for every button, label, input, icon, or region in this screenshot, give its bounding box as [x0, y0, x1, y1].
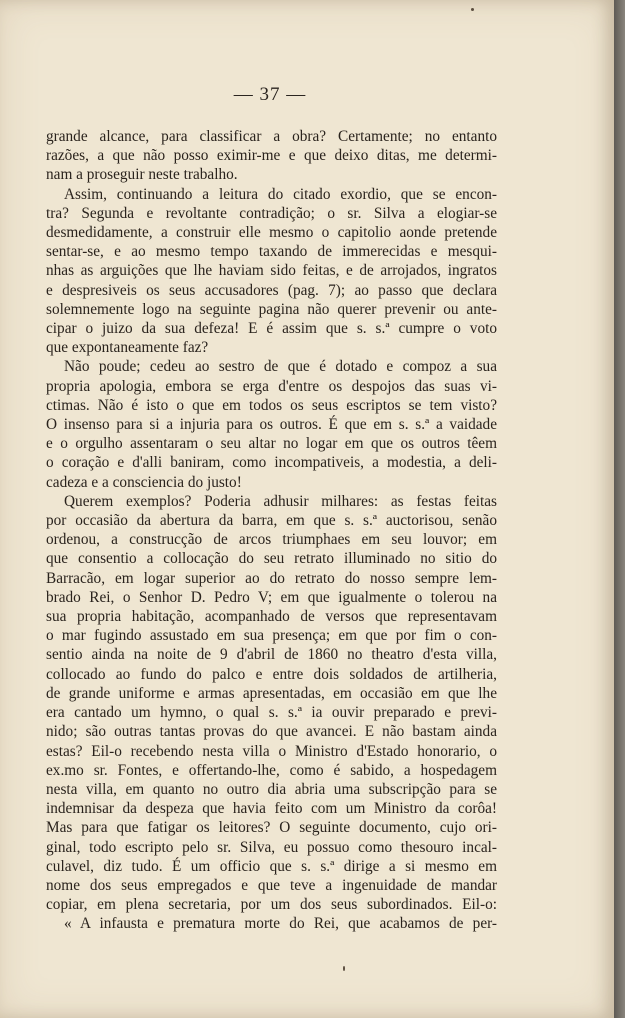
text-line: Barracão, em logar superior ao do retrato do nosso sempre lem-	[46, 569, 497, 587]
text-line: sentio ainda na noite de 9 d'abril de 1860 no theatro d'esta villa,	[46, 646, 497, 664]
text-line: sua propria habitação, acompanhado de versos que representavam	[46, 608, 497, 626]
text-line: nido; são outras tantas provas do que avancei. E não bastam ainda	[46, 723, 497, 741]
text-line: cadeza e a consciencia do justo!	[46, 473, 242, 491]
text-line: propria apologia, embora se erga d'entre os despojos das suas vi-	[46, 377, 497, 395]
text-line: culavel, diz tudo. É um officio que s. s.ª dirige a si mesmo em	[46, 857, 497, 875]
body-text	[46, 127, 497, 934]
ink-fleck	[471, 8, 474, 11]
text-line: brado Rei, o Senhor D. Pedro V; em que igualmente o tolerou na	[46, 588, 497, 606]
page-edge	[614, 0, 625, 1018]
text-line: cipar o juizo da sua defeza! E é assim que s. s.ª cumpre o voto	[46, 320, 497, 338]
text-line: tra? Segunda e revoltante contradição; o sr. Silva a elogiar-se	[46, 204, 497, 222]
text-line: o coração e d'alli baniram, como incompativeis, a modestia, a deli-	[46, 454, 497, 472]
text-line: era cantado um hymno, o qual s. s.ª ia ouvir preparado e previ-	[46, 704, 497, 722]
text-line: Assim, continuando a leitura do citado exordio, que se encon-	[64, 185, 497, 203]
text-line: nhas as arguições que lhe haviam sido feitas, e de arrojados, ingratos	[46, 262, 497, 280]
text-line: solemnemente logo na seguinte pagina não querer prevenir ou ante-	[46, 300, 497, 318]
text-line: e despresiveis os seus accusadores (pag. 7); ao passo que declara	[46, 281, 497, 299]
text-line: indemnisar da despeza que havia feito com um Ministro da corôa!	[46, 800, 497, 818]
text-line: ginal, todo escripto pelo sr. Silva, eu possuo como thesouro incal-	[46, 838, 497, 856]
text-line: Querem exemplos? Poderia adhusir milhares: as festas feitas	[64, 492, 497, 510]
text-line: collocado ao fundo do palco e entre dois soldados de artilheria,	[46, 665, 497, 683]
text-line: e o orgulho assentaram o seu altar no logar em que os outros têem	[46, 435, 497, 453]
text-line: desmedidamente, a construir elle mesmo o capitolio aonde pretende	[46, 224, 497, 242]
text-line: « A infausta e prematura morte do Rei, que acabamos de per-	[64, 915, 497, 933]
text-line: nam a proseguir neste trabalho.	[46, 166, 238, 184]
page-number: — 37 —	[233, 84, 307, 105]
text-line: sentar-se, e ao mesmo tempo taxando de immerecidas e mesqui-	[46, 243, 497, 261]
text-line: ordenou, a construcção de arcos triumphaes em seu louvor; em	[46, 531, 497, 549]
text-line: o mar fugindo assustado em sua presença; em que por fim o con-	[46, 627, 497, 645]
text-line: nesta villa, em quanto no outro dia abria uma subscripção para se	[46, 780, 497, 798]
text-line: estas? Eil-o recebendo nesta villa o Ministro d'Estado honorario, o	[46, 742, 497, 760]
text-line: por occasião da abertura da barra, em que s. s.ª auctorisou, senão	[46, 512, 497, 530]
text-line: ex.mo sr. Fontes, e offertando-lhe, como é sabido, a hospedagem	[46, 761, 497, 779]
text-line: nome dos seus empregados e que teve a ingenuidade de mandar	[46, 876, 497, 894]
text-line: Mas para que fatigar os leitores? O seguinte documento, cujo ori-	[46, 819, 497, 837]
text-line: razões, a que não posso eximir-me e que deixo ditas, me determi-	[46, 147, 497, 165]
ink-fleck	[343, 966, 345, 971]
text-line: grande alcance, para classificar a obra? Certamente; no entanto	[46, 128, 497, 145]
text-line: Não poude; cedeu ao sestro de que é dotado e compoz a sua	[64, 358, 497, 376]
text-line: O insenso para si a injuria para os outros. É que em s. s.ª a vaidade	[46, 416, 497, 434]
text-line: que consentio a collocação do seu retrato illuminado no sitio do	[46, 550, 497, 568]
text-line: copiar, em plena secretaria, por um dos seus subordinados. Eil-o:	[46, 896, 497, 914]
text-line: ctimas. Não é isto o que em todos os seus escriptos se tem visto?	[46, 396, 497, 414]
text-line: que expontaneamente faz?	[46, 339, 209, 357]
text-line: de grande uniforme e armas apresentadas, em occasião em que lhe	[46, 684, 497, 702]
